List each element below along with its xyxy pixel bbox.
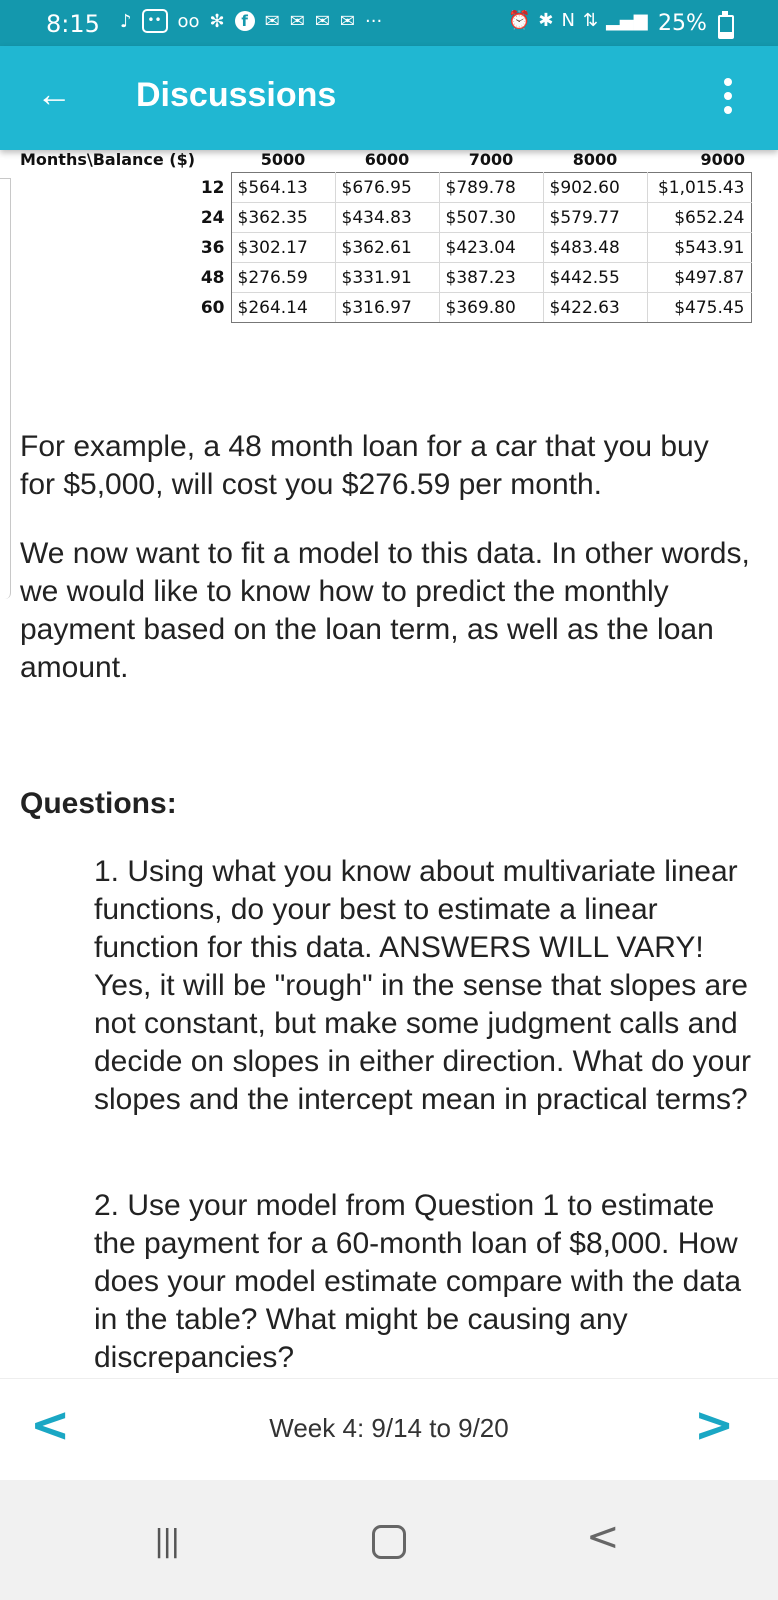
payment-cell: $564.13 (231, 173, 335, 203)
messenger-dots-icon: •• (142, 9, 168, 33)
nfc-icon: N (561, 10, 575, 31)
system-status-icons (508, 10, 648, 31)
balance-header: 6000 (364, 149, 410, 169)
alarm-icon: ⏰ (508, 10, 531, 31)
months-cell: 36 (0, 233, 231, 263)
months-cell: 12 (0, 173, 231, 203)
facebook-icon: f (235, 11, 255, 31)
week-label: Week 4: 9/14 to 9/20 (269, 1413, 509, 1443)
bluetooth-icon: ✱ (538, 10, 554, 31)
more-dots-icon: ··· (365, 10, 383, 32)
payment-cell: $362.35 (231, 203, 335, 233)
payment-cell: $483.48 (543, 233, 647, 263)
months-cell: 60 (0, 293, 231, 323)
mail-icon: ✉ (314, 10, 330, 32)
model-paragraph: We now want to fit a model to this data. In other words, we would like to know how to predict the monthly payment based on the loan term, as well as the loan amount. (20, 537, 750, 684)
table-row (0, 233, 751, 263)
status-bar (0, 0, 778, 46)
questions-heading: Questions: (20, 787, 177, 820)
battery-percent: 25% (658, 11, 707, 36)
payment-cell: $316.97 (335, 293, 439, 323)
back-arrow-icon[interactable]: ← (36, 73, 72, 114)
table-row (0, 263, 751, 293)
payment-cell: $276.59 (231, 263, 335, 293)
payment-cell: $497.87 (647, 263, 751, 293)
table-row (0, 203, 751, 233)
payment-cell: $543.91 (647, 233, 751, 263)
payment-cell: $789.78 (439, 173, 543, 203)
payment-cell: $423.04 (439, 233, 543, 263)
payment-cell: $264.14 (231, 293, 335, 323)
mail-icon: ✉ (264, 10, 280, 32)
system-back-icon[interactable]: < (586, 1514, 620, 1560)
balance-header: 8000 (572, 149, 618, 169)
payment-cell: $422.63 (543, 293, 647, 323)
gmail-icon: ✉ (339, 10, 355, 32)
more-options-icon[interactable] (724, 78, 734, 120)
recent-apps-icon[interactable]: ||| (154, 1524, 179, 1559)
payment-cell: $507.30 (439, 203, 543, 233)
payment-cell: $579.77 (543, 203, 647, 233)
payment-cell: $387.23 (439, 263, 543, 293)
week-navigation (0, 1378, 778, 1481)
payment-cell: $362.61 (335, 233, 439, 263)
balance-header: 7000 (468, 149, 514, 169)
app-bar (0, 46, 778, 150)
payment-cell: $475.45 (647, 293, 751, 323)
question-2: 2. Use your model from Question 1 to estimate the payment for a 60-month loan of $8,000. How does your model estimate compare with the data in the table? What might be causing any discrepancies? (94, 1189, 742, 1374)
payment-cell: $676.95 (335, 173, 439, 203)
payment-cell: $302.17 (231, 233, 335, 263)
balance-header: 5000 (260, 149, 306, 169)
payment-cell: $652.24 (647, 203, 751, 233)
system-nav-bar (0, 1480, 778, 1600)
payment-cell: $369.80 (439, 293, 543, 323)
months-cell: 24 (0, 203, 231, 233)
table-row (0, 293, 751, 323)
example-paragraph: For example, a 48 month loan for a car that you buy for $5,000, will cost you $276.59 per month. (20, 430, 709, 501)
pinwheel-icon: ✻ (209, 10, 225, 32)
payment-cell: $1,015.43 (647, 173, 751, 203)
voicemail-icon: oo (177, 10, 200, 32)
battery-icon (718, 15, 734, 39)
payment-cell: $902.60 (543, 173, 647, 203)
previous-week-icon[interactable]: < (30, 1397, 71, 1453)
mail-icon: ✉ (289, 10, 305, 32)
payment-cell: $434.83 (335, 203, 439, 233)
table-header-label: Months\Balance ($) (20, 149, 196, 169)
data-icon: ⇅ (582, 10, 599, 31)
next-week-icon[interactable]: > (694, 1397, 735, 1453)
loan-payment-table (0, 146, 778, 336)
page-title: Discussions (136, 76, 337, 114)
table-row (0, 173, 751, 203)
status-time: 8:15 (46, 10, 100, 38)
notification-icons (120, 9, 382, 33)
question-1: 1. Using what you know about multivariate linear functions, do your best to estimate a linear function for this data. ANSWERS WILL VARY! Yes, it will be "rough" in the sense that slopes are not constant, but make some judgment calls and decide on slopes in either direction. What do your slopes and the intercept mean in practical terms? (94, 855, 752, 1116)
payment-cell: $442.55 (543, 263, 647, 293)
payment-cell: $331.91 (335, 263, 439, 293)
balance-header: 9000 (700, 149, 745, 169)
signal-icon: ▂▄▆ (606, 10, 648, 31)
months-cell: 48 (0, 263, 231, 293)
tiktok-icon: ♪ (120, 10, 132, 32)
home-icon[interactable] (372, 1525, 406, 1559)
